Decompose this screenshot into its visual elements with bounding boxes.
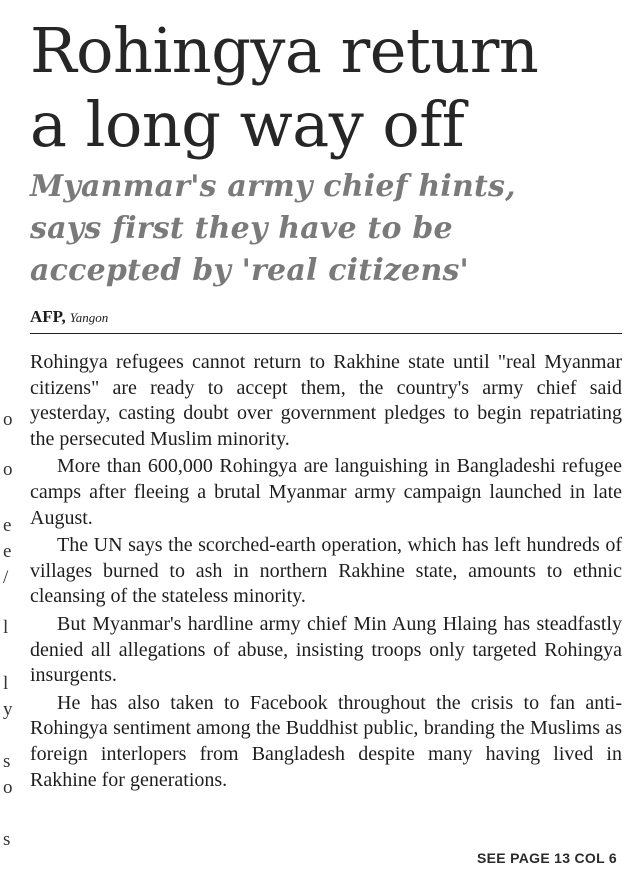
continuation-jump-line: SEE PAGE 13 COL 6 [477, 850, 617, 866]
body-paragraph: He has also taken to Facebook throughout the crisis to fan anti-Rohingya sentiment among the Buddhist public, branding the Muslims as foreign interlopers from Bangladesh despite many having lived in Rakhine for generations. [30, 691, 622, 791]
headline [30, 14, 622, 162]
body-paragraph: More than 600,000 Rohingya are languishing in Bangladeshi refugee camps after fleeing a brutal Myanmar army campaign launched in late August. [30, 455, 622, 529]
headline-line: a long way off [30, 88, 465, 161]
headline-line: Rohingya return [30, 14, 539, 87]
subheadline-line: says first they have to be [30, 211, 453, 246]
subheadline [30, 166, 622, 292]
adjacent-column-fragment [0, 395, 14, 865]
byline-agency: AFP, [30, 307, 66, 326]
fragment-char: o [3, 459, 13, 480]
body-paragraph: The UN says the scorched-earth operation, which has left hundreds of villages burned to ash in northern Rakhine state, amounts to ethnic cleansing of the stateless minority. [30, 534, 622, 608]
fragment-char: o [3, 777, 13, 798]
article-body [30, 350, 622, 793]
fragment-char: s [3, 751, 11, 772]
fragment-char: y [3, 699, 13, 720]
fragment-char: / [3, 567, 9, 588]
subheadline-line: accepted by 'real citizens' [30, 253, 469, 288]
byline-place: Yangon [69, 310, 109, 325]
fragment-char: e [3, 541, 12, 562]
fragment-char: l [3, 673, 9, 694]
fragment-char: e [3, 515, 12, 536]
fragment-char: o [3, 409, 13, 430]
fragment-char: l [3, 617, 9, 638]
byline [30, 306, 622, 334]
fragment-char: s [3, 829, 11, 850]
body-paragraph: But Myanmar's hardline army chief Min Aung Hlaing has steadfastly denied all allegations of abuse, insisting troops only targeted Rohingya insurgents. [30, 612, 622, 687]
article [30, 14, 622, 795]
subheadline-line: Myanmar's army chief hints, [30, 169, 516, 204]
body-paragraph: Rohingya refugees cannot return to Rakhine state until "real Myanmar citizens" are ready to accept them, the country's army chief said yesterday, casting doubt over government pledges to begin repatriating the persecuted Muslim minority. [30, 351, 622, 450]
